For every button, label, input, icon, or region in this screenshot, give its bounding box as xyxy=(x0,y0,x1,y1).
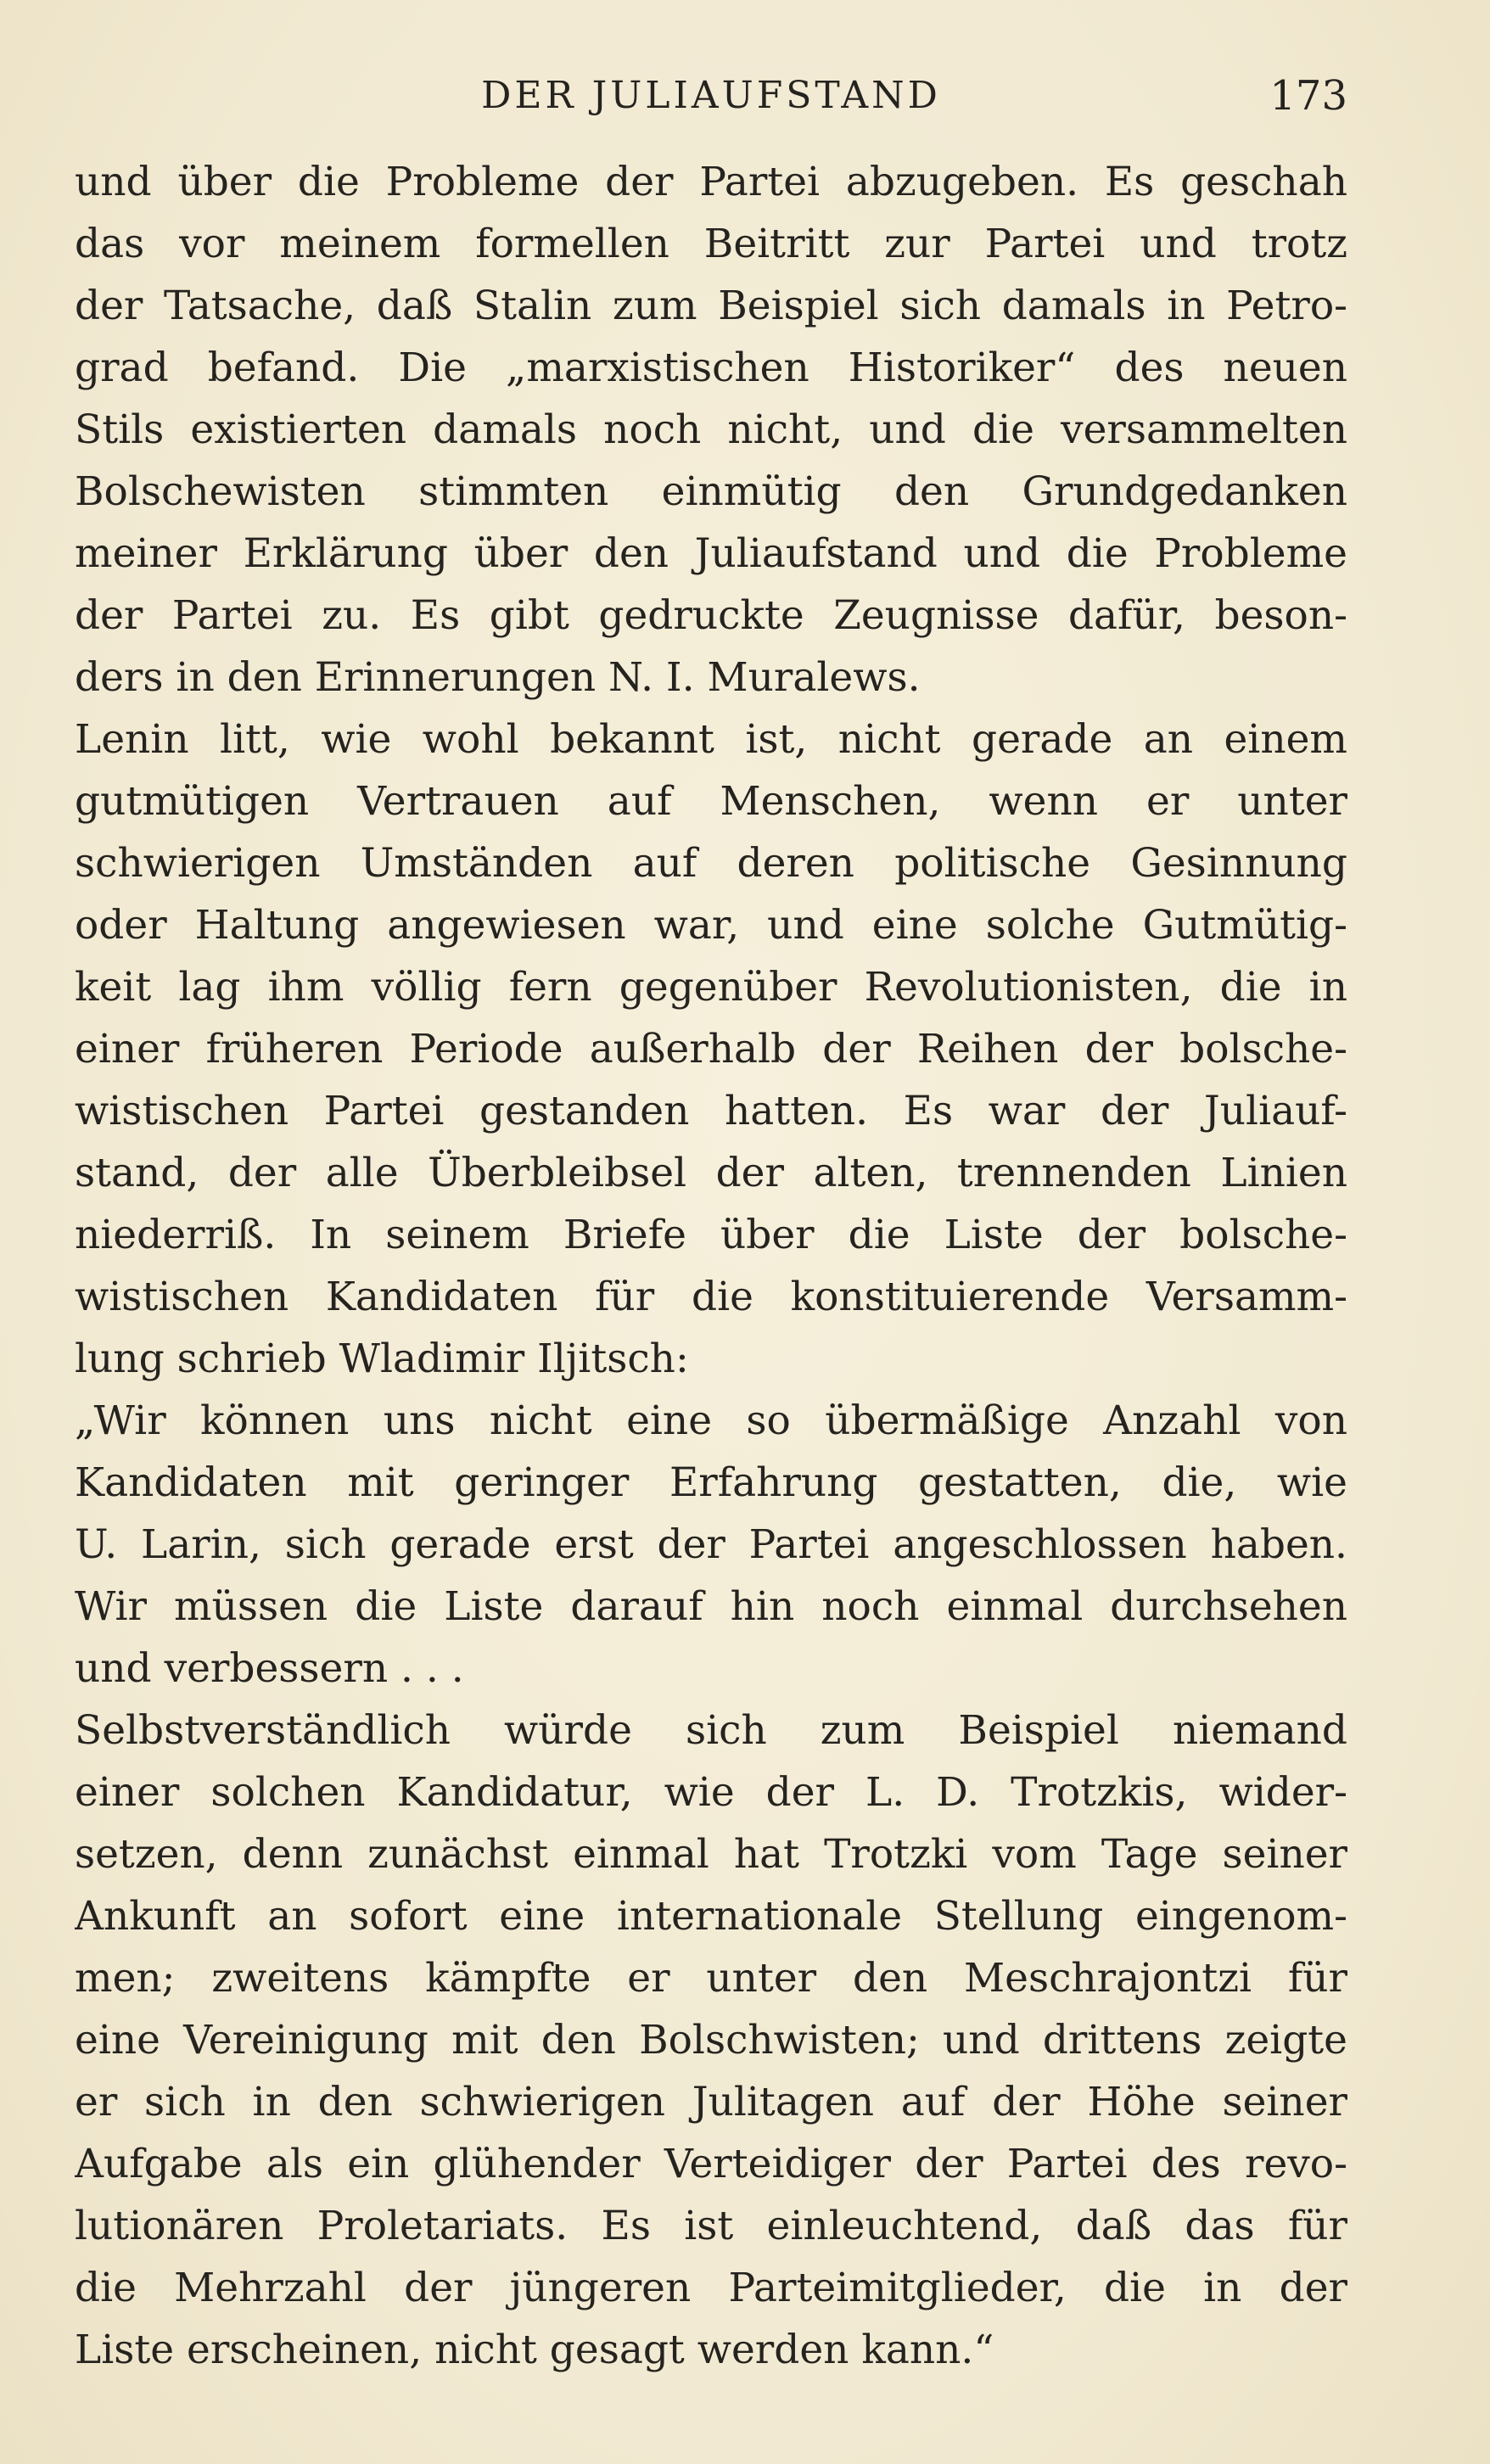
text-line: eine Vereinigung mit den Bolschwisten; und drittens zeigte xyxy=(75,2017,1347,2064)
text-line: lung schrieb Wladimir Iljitsch: xyxy=(75,1336,689,1382)
text-line: wistischen Partei gestanden hatten. Es war der Juliauf- xyxy=(75,1088,1347,1134)
text-line: niederriß. In seinem Briefe über die Liste der bolsche- xyxy=(75,1212,1347,1258)
text-line: gutmütigen Vertrauen auf Menschen, wenn er unter xyxy=(75,778,1347,825)
text-line: die Mehrzahl der jüngeren Parteimitglieder, die in der xyxy=(75,2265,1347,2311)
text-line: Selbstverständlich würde sich zum Beispiel niemand xyxy=(75,1707,1347,1754)
text-line: schwierigen Umständen auf deren politische Gesinnung xyxy=(75,840,1347,887)
body-text xyxy=(75,151,1347,2381)
text-line: stand, der alle Überbleibsel der alten, trennenden Linien xyxy=(75,1150,1347,1196)
text-line: und verbessern . . . xyxy=(75,1645,464,1692)
text-line: U. Larin, sich gerade erst der Partei angeschlossen haben. xyxy=(75,1521,1347,1568)
text-line: Wir müssen die Liste darauf hin noch einmal durchsehen xyxy=(75,1583,1347,1630)
text-line: das vor meinem formellen Beitritt zur Partei und trotz xyxy=(75,221,1347,267)
text-line: einer früheren Periode außerhalb der Reihen der bolsche- xyxy=(75,1026,1347,1072)
text-line: er sich in den schwierigen Julitagen auf der Höhe seiner xyxy=(75,2079,1347,2125)
text-line: einer solchen Kandidatur, wie der L. D. Trotzkis, wider- xyxy=(75,1769,1347,1816)
text-line: ders in den Erinnerungen N. I. Muralews. xyxy=(75,654,921,701)
text-line: keit lag ihm völlig fern gegenüber Revolutionisten, die in xyxy=(75,964,1347,1011)
text-line: der Tatsache, daß Stalin zum Beispiel sich damals in Petro- xyxy=(75,283,1347,329)
text-line: meiner Erklärung über den Juliaufstand und die Probleme xyxy=(75,530,1347,577)
text-line: Lenin litt, wie wohl bekannt ist, nicht gerade an einem xyxy=(75,716,1347,763)
text-line: Bolschewisten stimmten einmütig den Grundgedanken xyxy=(75,468,1347,515)
text-line: men; zweitens kämpfte er unter den Meschrajontzi für xyxy=(75,1955,1347,2002)
text-line: Stils existierten damals noch nicht, und die versammelten xyxy=(75,406,1347,453)
running-head xyxy=(75,66,1347,126)
running-title: DER JULIAUFSTAND xyxy=(481,74,941,117)
text-line: Aufgabe als ein glühender Verteidiger der Partei des revo- xyxy=(75,2141,1347,2187)
text-line: „Wir können uns nicht eine so übermäßige Anzahl von xyxy=(75,1397,1347,1444)
text-line: lutionären Proletariats. Es ist einleuchtend, daß das für xyxy=(75,2203,1347,2249)
text-line: wistischen Kandidaten für die konstituierende Versamm- xyxy=(75,1274,1347,1320)
paragraph-1 xyxy=(75,151,1347,708)
page-number: 173 xyxy=(1269,72,1347,120)
text-line: grad befand. Die „marxistischen Historiker“ des neuen xyxy=(75,344,1347,391)
paragraph-2 xyxy=(75,708,1347,1390)
text-line: der Partei zu. Es gibt gedruckte Zeugnisse dafür, beson- xyxy=(75,592,1347,639)
paragraph-4 xyxy=(75,1700,1347,2381)
text-line: setzen, denn zunächst einmal hat Trotzki vom Tage seiner xyxy=(75,1831,1347,1878)
text-line: Kandidaten mit geringer Erfahrung gestatten, die, wie xyxy=(75,1459,1347,1506)
text-line: oder Haltung angewiesen war, und eine solche Gutmütig- xyxy=(75,902,1347,949)
quote-paragraph xyxy=(75,1390,1347,1700)
text-line: Ankunft an sofort eine internationale Stellung eingenom- xyxy=(75,1893,1347,1940)
text-line: und über die Probleme der Partei abzugeben. Es geschah xyxy=(75,159,1347,205)
text-line: Liste erscheinen, nicht gesagt werden kann.“ xyxy=(75,2327,994,2373)
